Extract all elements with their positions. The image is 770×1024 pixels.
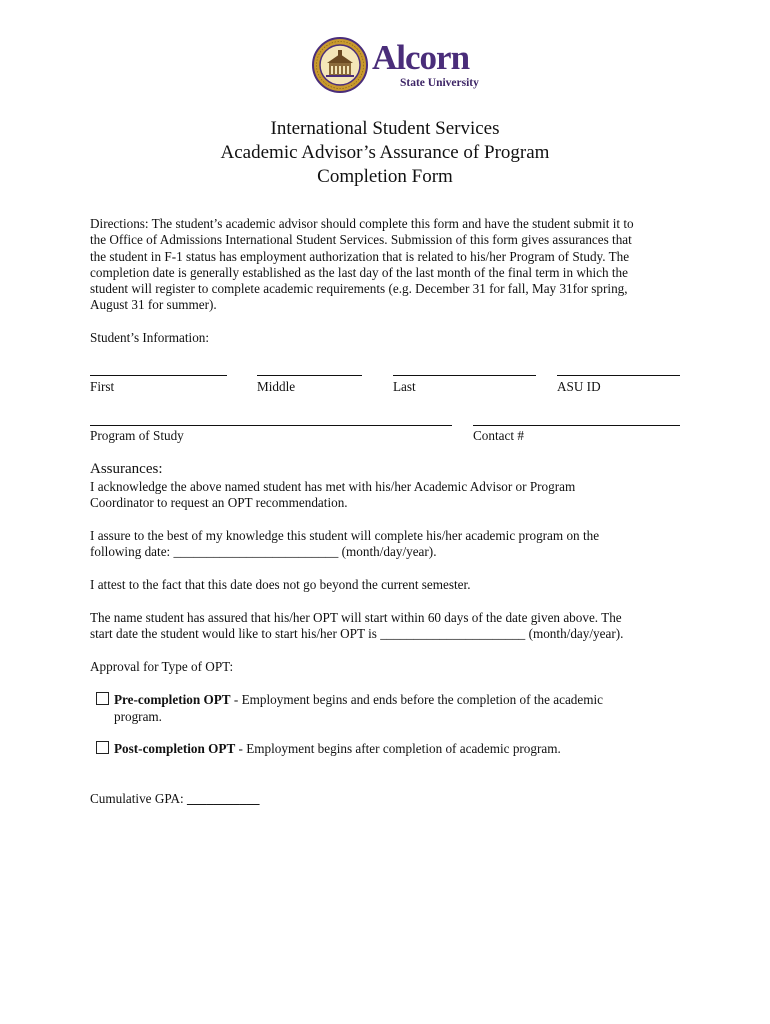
directions-paragraph <box>90 216 690 314</box>
gpa-field[interactable]: ___________ <box>186 791 260 806</box>
pre-completion-title: Pre-completion OPT <box>114 692 231 707</box>
assurance-line: The name student has assured that his/her OPT will start within 60 days of the date given above. The <box>90 610 622 625</box>
logo-wordmark <box>372 38 479 89</box>
title-line-1: International Student Services <box>270 118 500 139</box>
middle-name-label: Middle <box>257 379 296 394</box>
first-name-field[interactable] <box>90 375 227 376</box>
directions-line: the student in F-1 status has employment authorization that is related to his/her Program of Study. The <box>90 248 630 264</box>
first-name-label: First <box>90 379 115 394</box>
last-name-field[interactable] <box>393 375 536 376</box>
gpa-label: Cumulative GPA: <box>90 791 184 806</box>
directions-line: student will register to complete academic requirements (e.g. December 31 for fall, May 31for spring, <box>90 281 628 297</box>
directions-line: August 31 for summer). <box>90 297 217 313</box>
pre-completion-checkbox[interactable] <box>96 692 109 705</box>
asu-id-label: ASU ID <box>557 379 601 394</box>
program-of-study-label: Program of Study <box>90 428 184 443</box>
assurances-heading: Assurances: <box>90 461 163 477</box>
post-completion-option <box>114 741 561 757</box>
assurance-paragraph-4 <box>90 610 690 643</box>
assurance-line: Coordinator to request an OPT recommendation. <box>90 495 348 511</box>
directions-line: completion date is generally established as the last day of the last month of the final term in which the <box>90 264 628 280</box>
assurance-paragraph-3 <box>90 577 690 593</box>
assurance-line: I acknowledge the above named student has met with his/her Academic Advisor or Program <box>90 479 576 494</box>
assurance-line: I assure to the best of my knowledge this student will complete his/her academic program on the <box>90 528 600 543</box>
approval-heading: Approval for Type of OPT: <box>90 659 234 674</box>
pre-completion-option <box>114 692 603 708</box>
university-logo <box>312 37 482 95</box>
assurance-paragraph-1 <box>90 479 690 512</box>
post-completion-desc: - Employment begins after completion of academic program. <box>235 741 561 756</box>
contact-label: Contact # <box>473 428 524 443</box>
post-completion-title: Post-completion OPT <box>114 741 236 756</box>
last-name-label: Last <box>393 379 416 394</box>
title-line-2: Academic Advisor’s Assurance of Program <box>220 142 550 163</box>
logo-name: Alcorn <box>372 38 470 77</box>
post-completion-checkbox[interactable] <box>96 741 109 754</box>
directions-line: Directions: The student’s academic advisor should complete this form and have the student submit it to <box>90 216 634 231</box>
contact-field[interactable] <box>473 425 680 426</box>
logo-subtitle: State University <box>400 77 479 89</box>
pre-completion-desc-cont: program. <box>114 709 162 724</box>
student-info-heading: Student’s Information: <box>90 330 210 345</box>
assurance-line: I attest to the fact that this date does not go beyond the current semester. <box>90 577 471 592</box>
gpa-row <box>90 791 260 807</box>
opt-start-date-line[interactable]: start date the student would like to start his/her OPT is ______________________ (month/day/year). <box>90 626 624 642</box>
asu-id-field[interactable] <box>557 375 680 376</box>
university-seal-icon <box>312 37 368 93</box>
form-title <box>0 117 770 189</box>
directions-line: the Office of Admissions International Student Services. Submission of this form gives assurances that <box>90 232 632 248</box>
completion-date-line[interactable]: following date: _________________________ (month/day/year). <box>90 544 437 560</box>
assurance-paragraph-2 <box>90 528 690 561</box>
pre-completion-desc: - Employment begins and ends before the completion of the academic <box>230 692 604 707</box>
middle-name-field[interactable] <box>257 375 362 376</box>
program-of-study-field[interactable] <box>90 425 452 426</box>
title-line-3: Completion Form <box>317 166 453 187</box>
